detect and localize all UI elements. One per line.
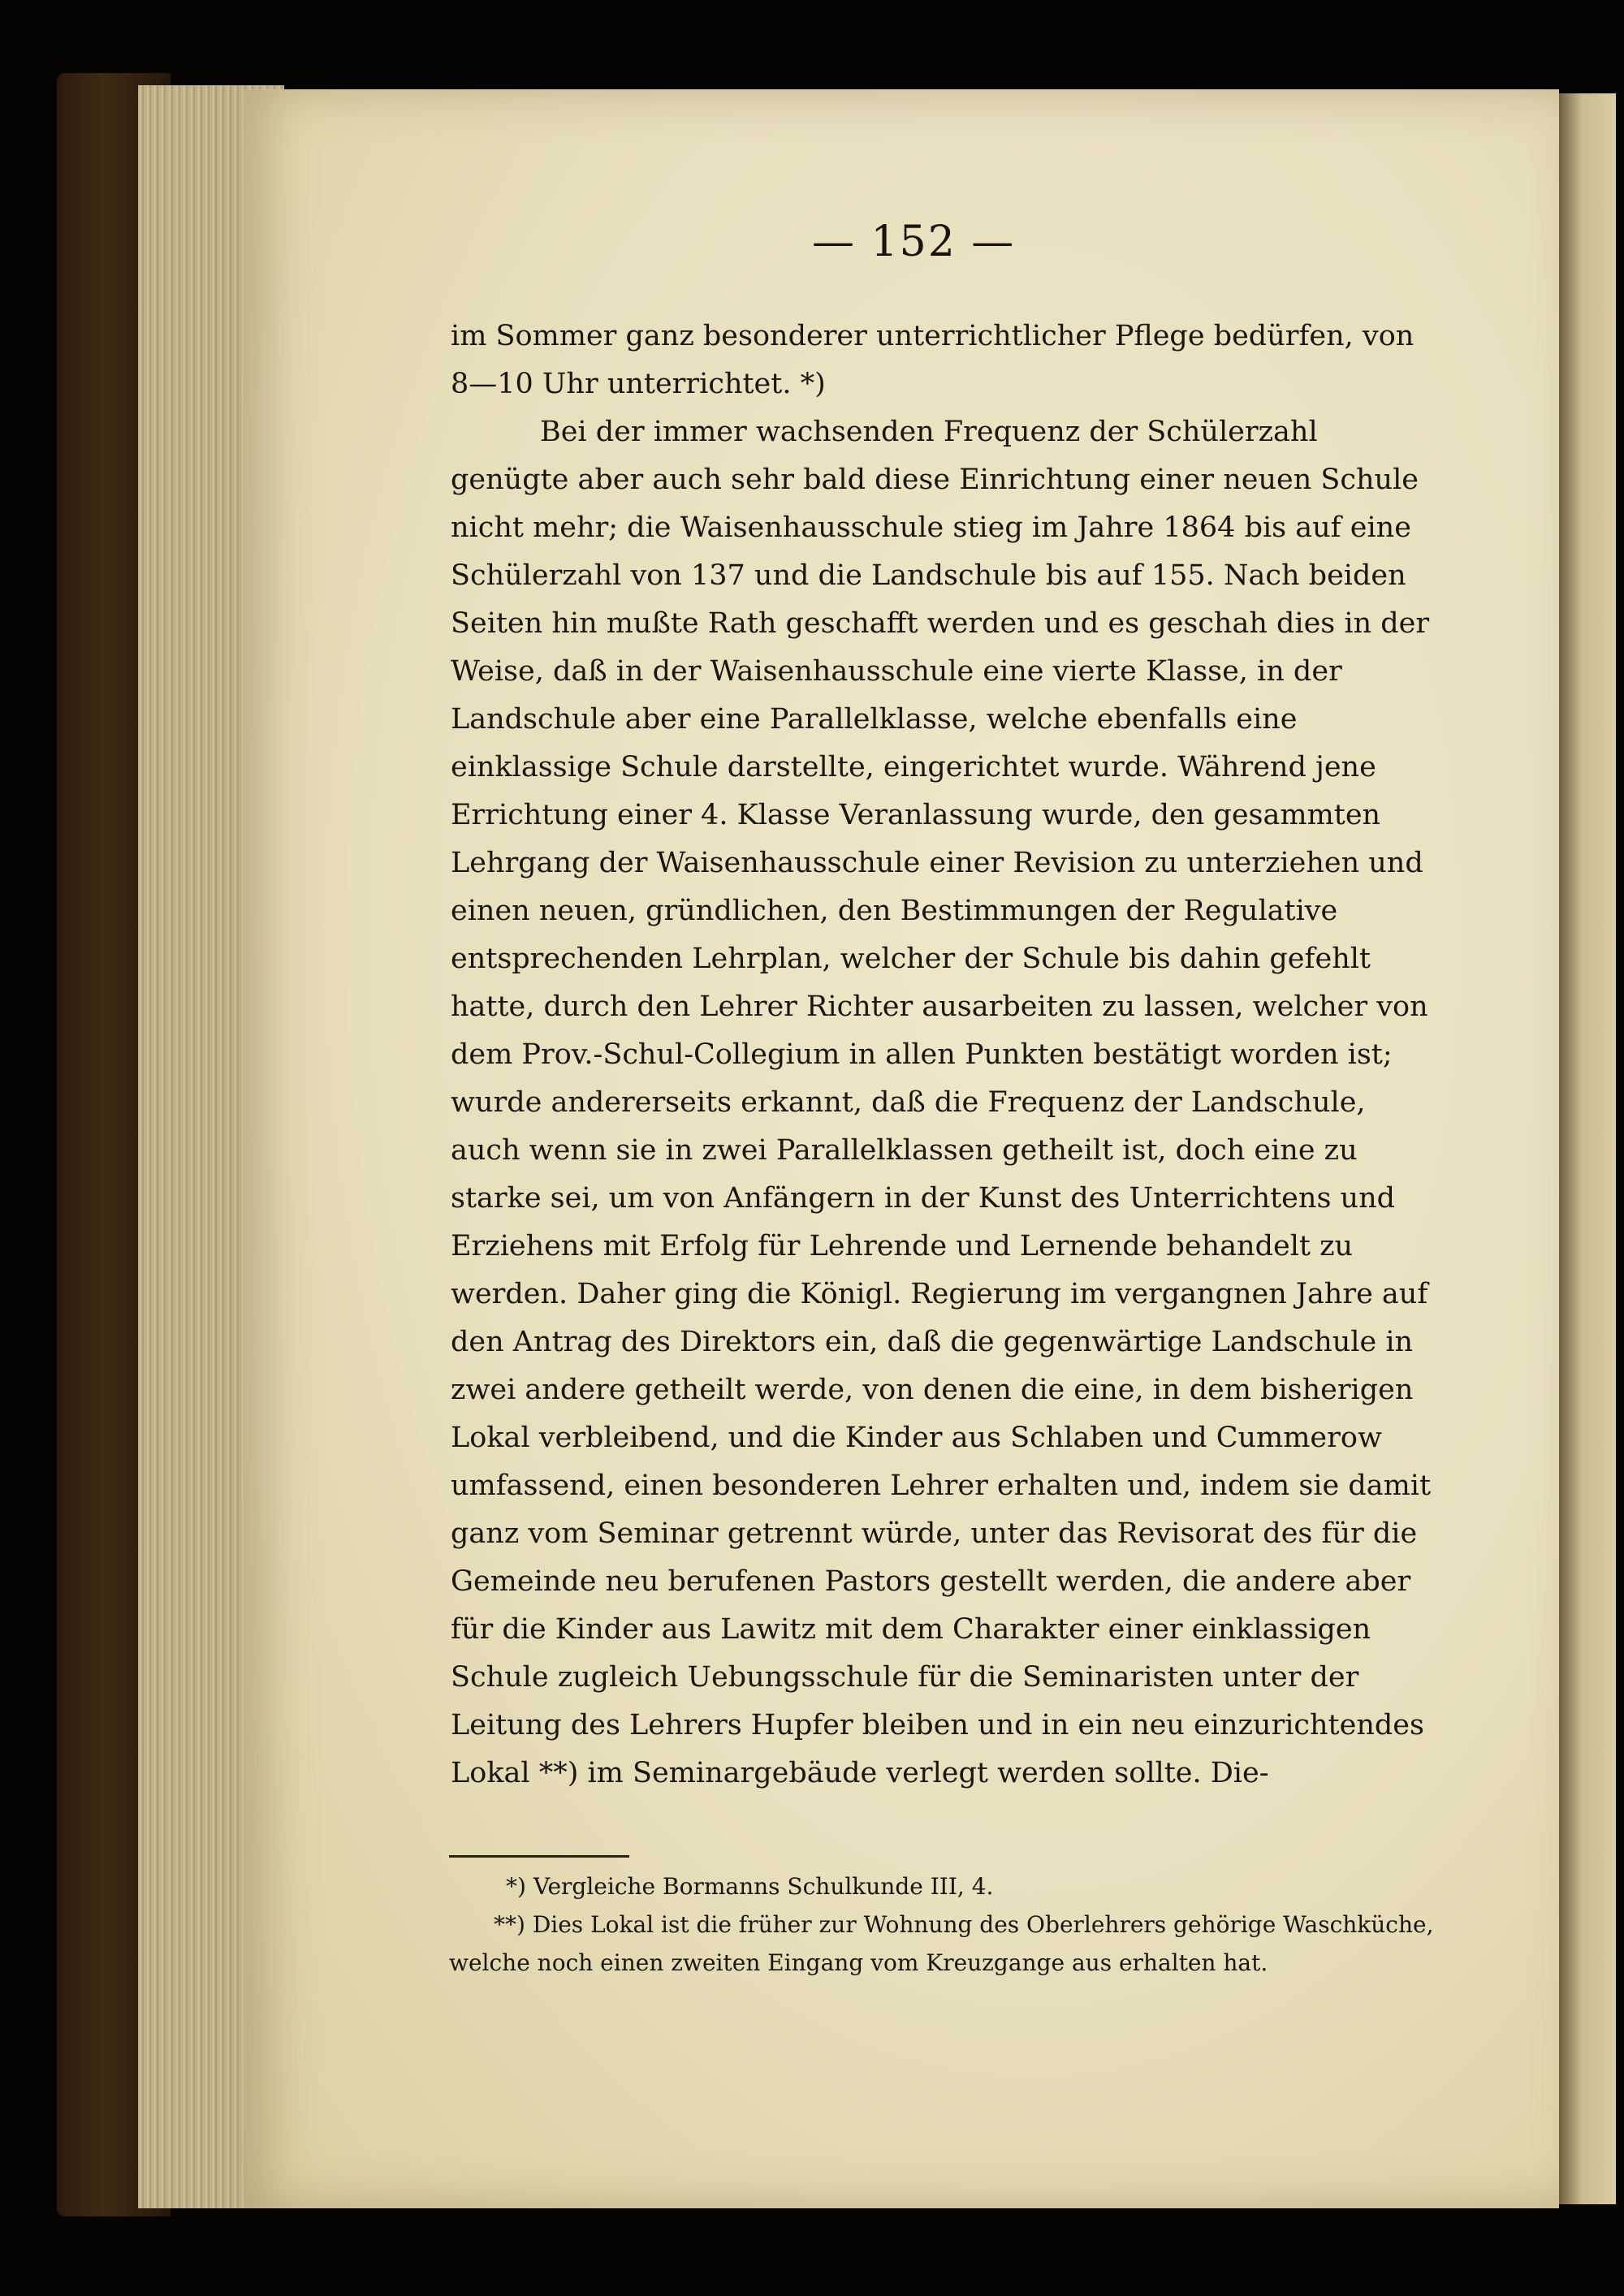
page-number: — 152 — [812, 218, 1016, 266]
footnote-rule [449, 1855, 629, 1858]
footnotes [449, 1867, 1436, 1982]
footnote-2: **) Dies Lokal ist die früher zur Wohnung des Oberlehrers gehörige Waschküche, welche noch einen zweiten Eingang vom Kreuzgange aus erhalten hat. [449, 1911, 1434, 1976]
footnote-1: *) Vergleiche Bormanns Schulkunde III, 4. [506, 1873, 994, 1900]
paragraph-main: Bei der immer wachsenden Frequenz der Schülerzahl genügte aber auch sehr bald diese Einrichtung einer neuen Schule nicht mehr; die Waisenhausschule stieg im Jahre 1864 bis auf eine Schülerzahl von 137 und die Landschule bis auf 155. Nach beiden Seiten hin mußte Rath geschafft werden und es geschah dies in der Weise, daß in der Waisenhausschule eine vierte Klasse, in der Landschule aber eine Parallelklasse, welche ebenfalls eine einklassige Schule darstellte, eingerichtet wurde. Während jene Errichtung einer 4. Klasse Veranlassung wurde, den gesammten Lehrgang der Waisenhausschule einer Revision zu unterziehen und einen neuen, gründlichen, den Bestimmungen der Regulative entsprechenden Lehrplan, welcher der Schule bis dahin gefehlt hatte, durch den Lehrer Richter ausarbeiten zu lassen, welcher von dem Prov.-Schul-Collegium in allen Punkten bestätigt worden ist; wurde andererseits erkannt, daß die Frequenz der Landschule, auch wenn sie in zwei Parallelklassen getheilt ist, doch eine zu starke sei, um von Anfängern in der Kunst des Unterrichtens und Erziehens mit Erfolg für Lehrende und Lernende behandelt zu werden. Daher ging die Königl. Regierung im vergangnen Jahre auf den Antrag des Direktors ein, daß die gegenwärtige Landschule in zwei andere getheilt werde, von denen die eine, in dem bisherigen Lokal verbleibend, und die Kinder aus Schlaben und Cummerow umfassend, einen besonderen Lehrer erhalten und, indem sie damit ganz vom Seminar getrennt würde, unter das Revisorat des für die Gemeinde neu berufenen Pastors gestellt werden, die andere aber für die Kinder aus Lawitz mit dem Charakter einer einklassigen Schule zugleich Uebungsschule für die Seminaristen unter der Leitung des Lehrers Hupfer bleiben und in ein neu einzurichtendes Lokal **) im Seminargebäude verlegt werden sollte. Die- [451, 416, 1432, 1789]
body-text [451, 313, 1437, 1798]
paragraph-continuation: im Sommer ganz besonderer unterrichtlicher Pflege bedürfen, von 8—10 Uhr unterrichtet. *) [451, 320, 1415, 400]
facing-page-edge [1559, 93, 1616, 2204]
